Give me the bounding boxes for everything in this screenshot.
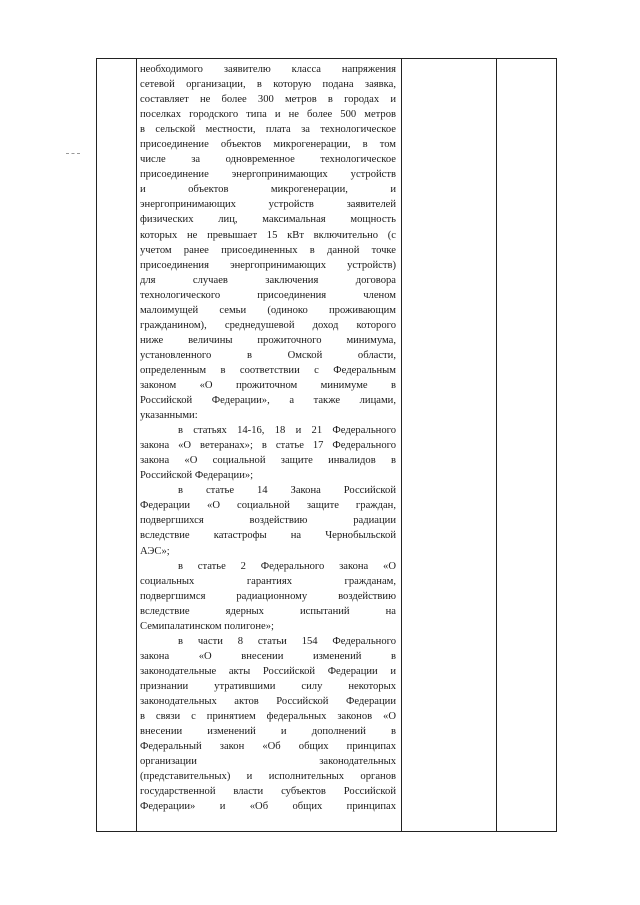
text-line: Российской Федерации», а также лицами, [140, 395, 396, 407]
text-line: Федеральный закон «Об общих принципах [140, 741, 396, 753]
text-line: в статье 2 Федерального закона «О [178, 560, 396, 572]
text-line: вследствие катастрофы на Чернобыльской [140, 530, 396, 542]
text-line: для случаев заключения договора [140, 274, 396, 286]
text-line: присоединение объектов микрогенерации, в том [140, 139, 396, 151]
text-line: которых не превышает 15 кВт включительно (с [140, 229, 396, 241]
text-line: сетевой организации, в которую подана заявка, [140, 79, 396, 91]
table-column-border-3 [401, 58, 402, 831]
text-line: и объектов микрогенерации, и [140, 184, 396, 196]
text-line: установленного в Омской области, [140, 349, 396, 361]
table-column-border-4 [496, 58, 497, 831]
text-line: законодательные акты Российской Федерации и [140, 665, 396, 677]
text-line: в части 8 статьи 154 Федерального [178, 635, 396, 647]
text-line: в сельской местности, плата за технологическое [140, 124, 396, 136]
text-line: Федерации» и «Об общих принципах [140, 801, 396, 813]
text-line: гражданином), среднедушевой доход которого [140, 319, 396, 331]
text-line: подвергшимся радиационному воздействию [140, 590, 396, 602]
text-line: Российской Федерации»; [140, 470, 254, 482]
text-line: закона «О ветеранах»; в статье 17 Федерального [140, 440, 396, 452]
margin-mark [66, 153, 80, 155]
text-line: (представительных) и исполнительных органов [140, 771, 396, 783]
text-line: вследствие ядерных испытаний на [140, 605, 396, 617]
text-line: признании утратившими силу некоторых [140, 680, 396, 692]
text-line: поселках городского типа и не более 500 метров [140, 109, 396, 121]
text-line: физических лиц, максимальная мощность [140, 214, 396, 226]
text-line: учетом ранее присоединенных в данной точке [140, 244, 396, 256]
text-line: АЭС»; [140, 545, 170, 557]
table-text-cell [140, 62, 396, 828]
text-line: государственной власти субъектов Российской [140, 786, 396, 798]
text-line: законом «О прожиточном минимуме в [140, 379, 396, 391]
text-line: технологического присоединения членом [140, 289, 396, 301]
text-line: числе за одновременное технологическое [140, 154, 396, 166]
text-line: социальных гарантиях гражданам, [140, 575, 396, 587]
table-column-border-2 [136, 58, 137, 831]
text-line: энергопринимающих устройств заявителей [140, 199, 396, 211]
text-line: Федерации «О социальной защите граждан, [140, 500, 396, 512]
table-column-border-5 [556, 58, 557, 831]
table-column-border-1 [96, 58, 97, 831]
text-line: малоимущей семьи (одиноко проживающим [140, 304, 396, 316]
text-line: закона «О социальной защите инвалидов в [140, 455, 396, 467]
text-line: определенным в соответствии с Федеральным [140, 364, 396, 376]
text-line: ниже величины прожиточного минимума, [140, 334, 396, 346]
text-line: присоединение энергопринимающих устройств [140, 169, 396, 181]
text-line: в статьях 14-16, 18 и 21 Федерального [178, 425, 396, 437]
text-line: присоединения энергопринимающих устройств) [140, 259, 396, 271]
table-top-border [96, 58, 557, 59]
text-line: внесении изменений и дополнений в [140, 726, 396, 738]
text-line: закона «О внесении изменений в [140, 650, 396, 662]
text-line: составляет не более 300 метров в городах и [140, 94, 396, 106]
text-line: Семипалатинском полигоне»; [140, 620, 274, 632]
table-bottom-border [96, 831, 557, 832]
text-line: в связи с принятием федеральных законов «О [140, 711, 396, 723]
text-line: подвергшихся воздействию радиации [140, 515, 396, 527]
text-line: законодательных актов Российской Федерации [140, 695, 396, 707]
text-line: указанными: [140, 410, 198, 422]
text-line: необходимого заявителю класса напряжения [140, 64, 396, 75]
text-line: в статье 14 Закона Российской [178, 485, 396, 497]
text-line: организации законодательных [140, 756, 396, 768]
